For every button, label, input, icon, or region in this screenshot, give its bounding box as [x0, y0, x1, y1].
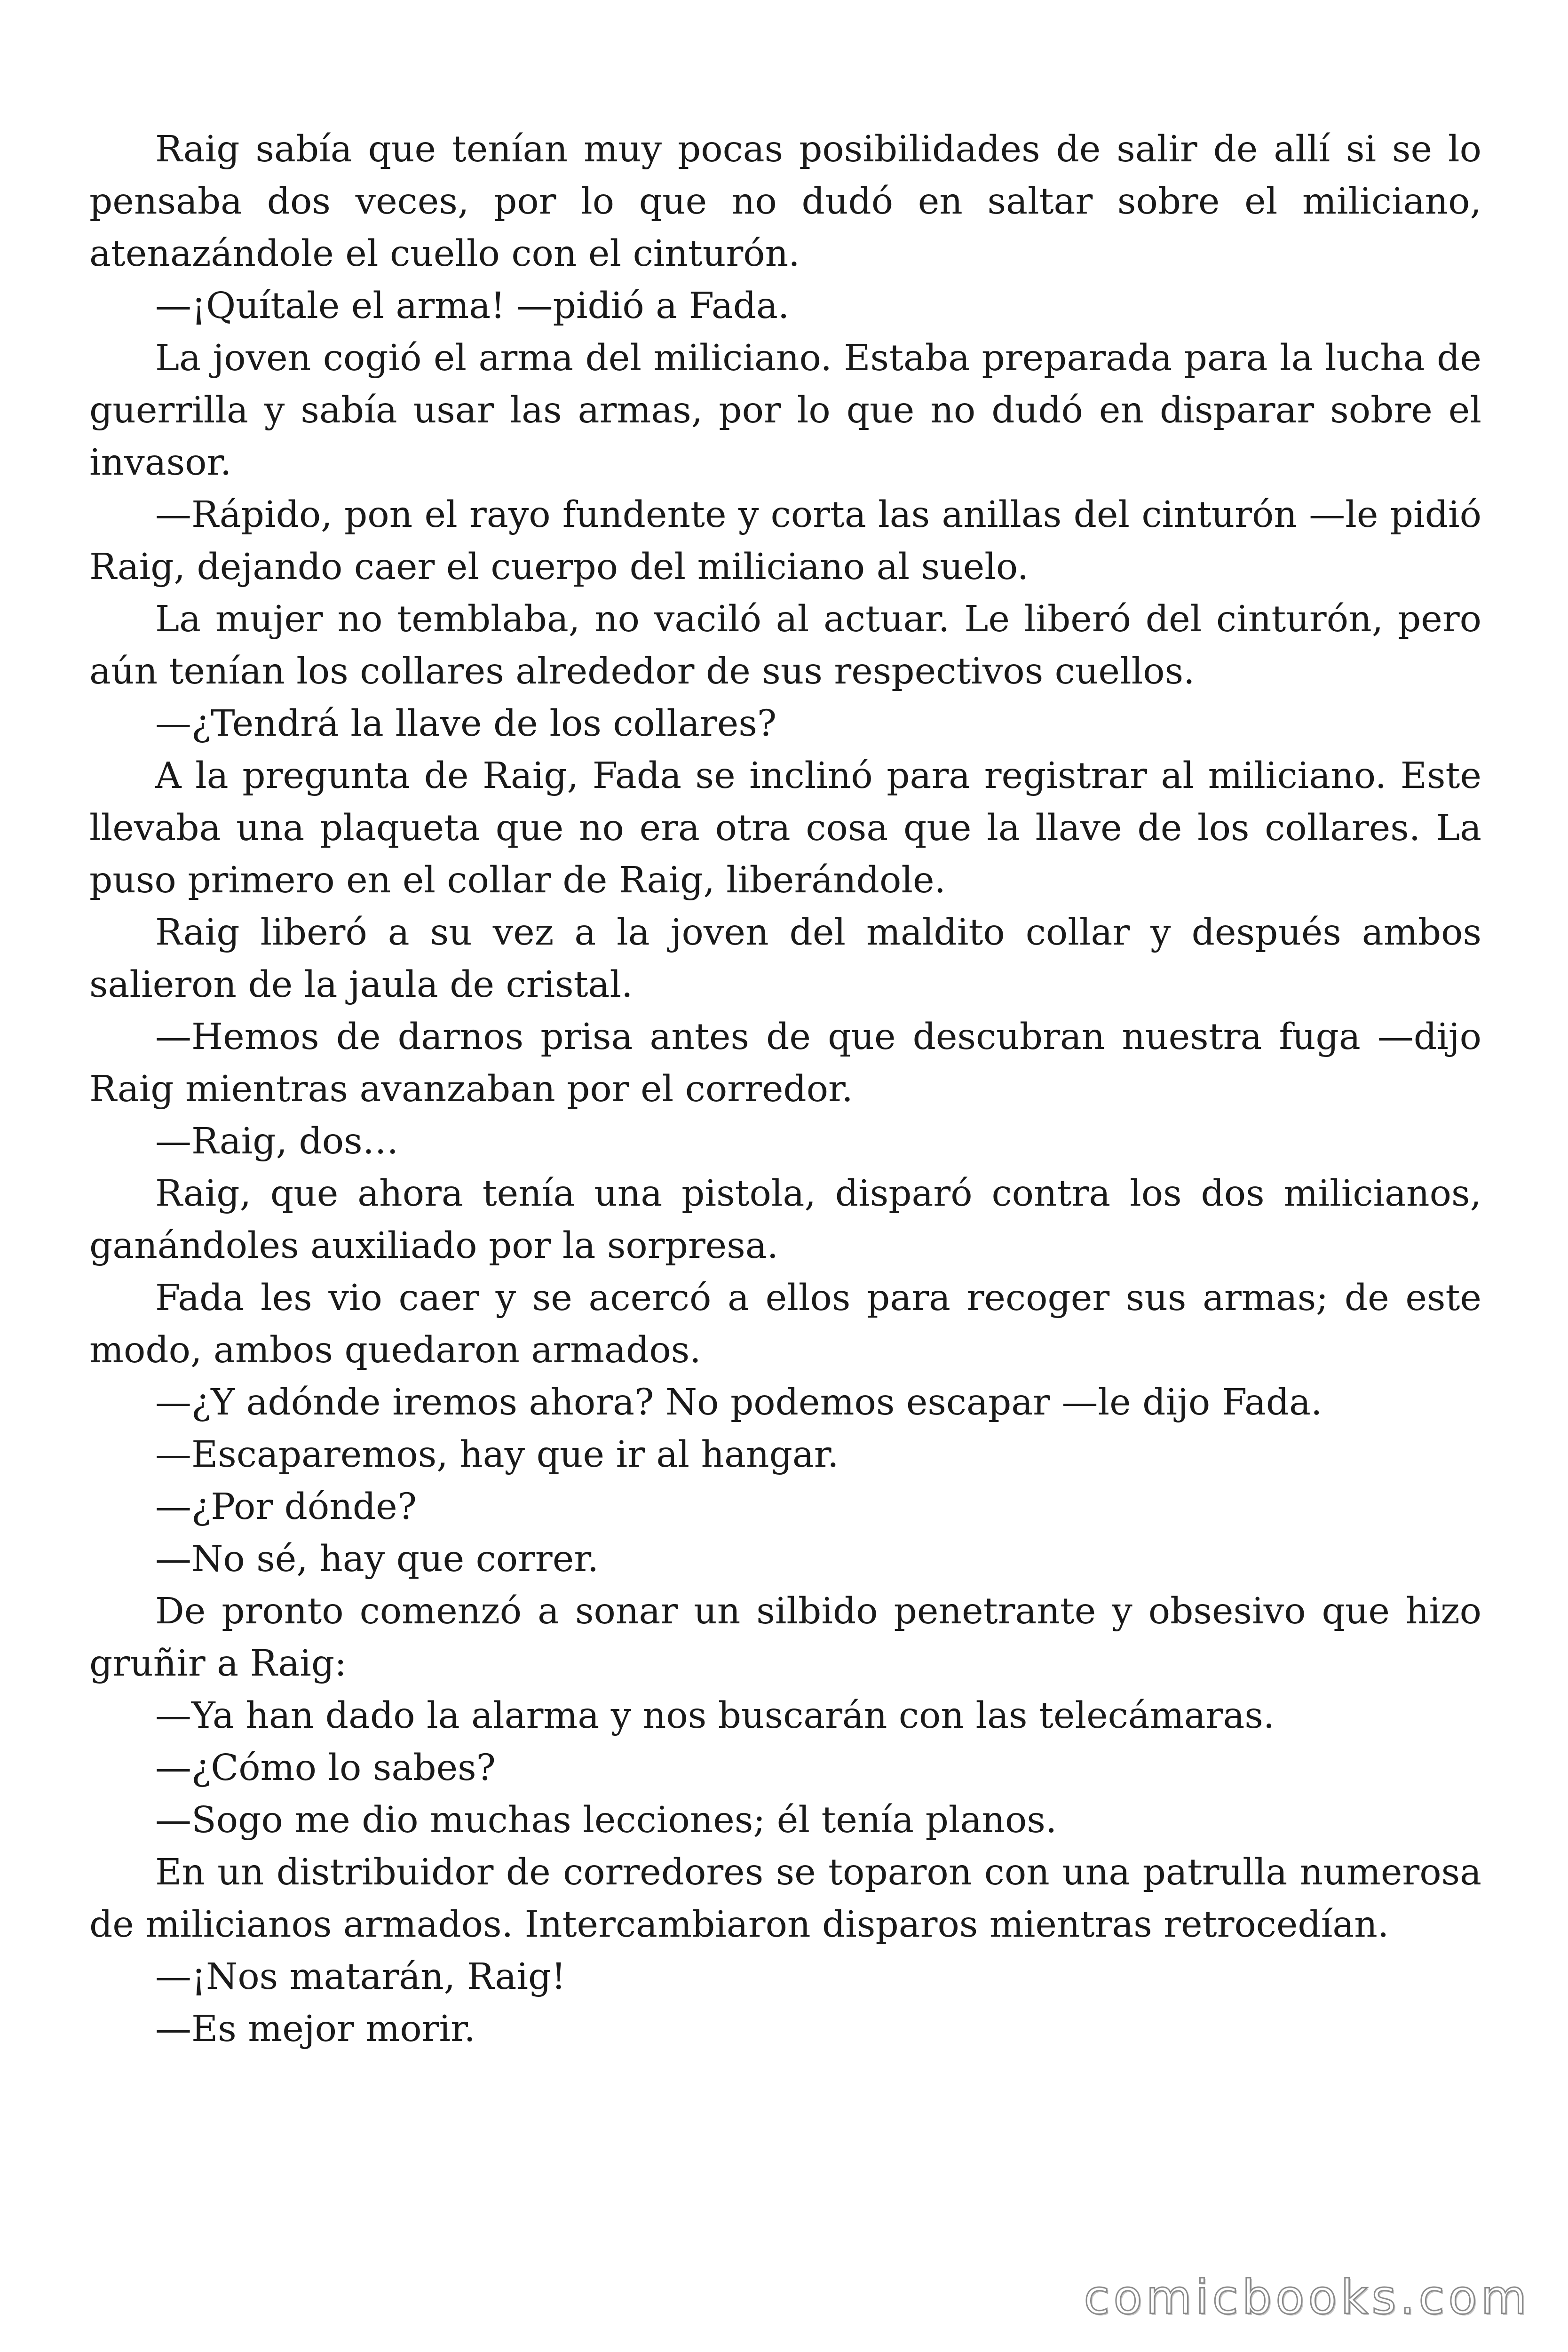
paragraph-11: Raig, que ahora tenía una pistola, disparó contra los dos milicianos, ganándoles auxiliado por la sorpresa. [89, 1173, 1481, 1267]
paragraph-10: —Raig, dos… [155, 1120, 399, 1162]
paragraph-3: La joven cogió el arma del miliciano. Estaba preparada para la lucha de guerrilla y sabía usar las armas, por lo que no dudó en disparar sobre el invasor. [89, 337, 1481, 484]
watermark-logo: comicbooks.com [1084, 2270, 1530, 2325]
paragraph-23: —Es mejor morir. [155, 2008, 475, 2050]
paragraph-16: —No sé, hay que correr. [155, 1538, 599, 1580]
paragraph-8: Raig liberó a su vez a la joven del maldito collar y después ambos salieron de la jaula de cristal. [89, 912, 1481, 1006]
paragraph-20: —Sogo me dio muchas lecciones; él tenía planos. [155, 1799, 1057, 1841]
paragraph-17: De pronto comenzó a sonar un silbido penetrante y obsesivo que hizo gruñir a Raig: [89, 1590, 1481, 1685]
paragraph-2: —¡Quítale el arma! —pidió a Fada. [155, 285, 790, 327]
paragraph-1: Raig sabía que tenían muy pocas posibilidades de salir de allí si se lo pensaba dos veces, por lo que no dudó en saltar sobre el miliciano, atenazándole el cuello con el cinturón. [89, 128, 1481, 275]
paragraph-9: —Hemos de darnos prisa antes de que descubran nuestra fuga —dijo Raig mientras avanzaban por el corredor. [89, 1016, 1481, 1110]
paragraph-21: En un distribuidor de corredores se toparon con una patrulla numerosa de milicianos armados. Intercambiaron disparos mientras retrocedían. [89, 1851, 1481, 1946]
paragraph-4: —Rápido, pon el rayo fundente y corta las anillas del cinturón —le pidió Raig, dejando caer el cuerpo del miliciano al suelo. [89, 494, 1481, 588]
paragraph-14: —Escaparemos, hay que ir al hangar. [155, 1434, 839, 1476]
body-text [89, 123, 1481, 2055]
paragraph-15: —¿Por dónde? [155, 1486, 417, 1528]
paragraph-6: —¿Tendrá la llave de los collares? [155, 703, 777, 745]
paragraph-18: —Ya han dado la alarma y nos buscarán con las telecámaras. [155, 1695, 1275, 1737]
paragraph-5: La mujer no temblaba, no vaciló al actuar. Le liberó del cinturón, pero aún tenían los collares alrededor de sus respectivos cuellos. [89, 598, 1481, 692]
paragraph-19: —¿Cómo lo sabes? [155, 1747, 496, 1789]
paragraph-13: —¿Y adónde iremos ahora? No podemos escapar —le dijo Fada. [155, 1382, 1323, 1423]
paragraph-12: Fada les vio caer y se acercó a ellos para recoger sus armas; de este modo, ambos quedaron armados. [89, 1277, 1481, 1371]
paragraph-7: A la pregunta de Raig, Fada se inclinó para registrar al miliciano. Este llevaba una plaqueta que no era otra cosa que la llave de los collares. La puso primero en el collar de Raig, liberándole. [89, 755, 1481, 901]
paragraph-22: —¡Nos matarán, Raig! [155, 1956, 566, 1998]
